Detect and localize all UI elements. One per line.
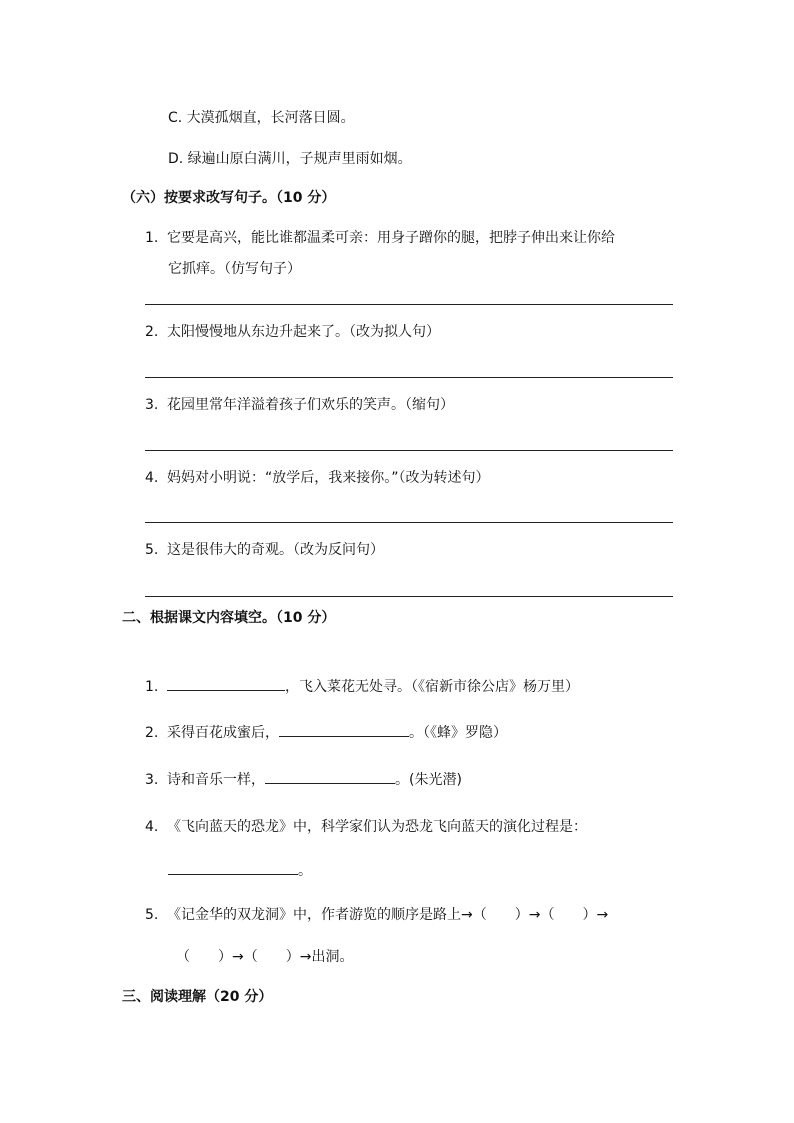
item-text: 花园里常年洋溢着孩子们欢乐的笑声。（缩句） (167, 397, 454, 413)
answer-line[interactable] (145, 450, 673, 451)
item-number: 3. (145, 772, 159, 788)
s2-item-2 (145, 722, 507, 743)
item-text: 这是很伟大的奇观。（改为反问句） (167, 542, 384, 558)
item-number: 1. (145, 679, 159, 695)
item-number: 5. (145, 907, 159, 923)
item-number: 4. (145, 470, 159, 486)
option-d: D. 绿遍山原白满川，子规声里雨如烟。 (168, 151, 412, 167)
s6-item-1-line2: 它抓痒。（仿写句子） (168, 261, 301, 277)
item-number: 5. (145, 542, 159, 558)
item-number: 3. (145, 397, 159, 413)
item-number: 1. (145, 230, 159, 246)
answer-line[interactable] (145, 304, 673, 305)
section-6-heading: （六）按要求改写句子。（10 分） (122, 190, 336, 206)
item-text: 它要是高兴，能比谁都温柔可亲：用身子蹭你的腿，把脖子伸出来让你给 (167, 230, 615, 246)
s6-item-2 (145, 322, 440, 342)
s2-item-5-line2: （ ）→（ ）→出洞。 (176, 949, 354, 965)
item-text: ，飞入菜花无处寻。（《宿新市徐公店》杨万里） (285, 679, 579, 695)
s6-item-3 (145, 395, 454, 415)
item-number: 4. (145, 819, 159, 835)
fill-blank[interactable] (265, 769, 395, 784)
item-text: 。(朱光潜) (395, 772, 462, 788)
item-text: 采得百花成蜜后， (167, 725, 279, 741)
answer-line[interactable] (145, 596, 673, 597)
item-text: 太阳慢慢地从东边升起来了。（改为拟人句） (167, 324, 440, 340)
section-3-heading: 三、阅读理解（20 分） (122, 989, 273, 1005)
answer-line[interactable] (145, 377, 673, 378)
fill-blank[interactable] (279, 722, 409, 737)
item-text: 妈妈对小明说：“放学后，我来接你。”（改为转述句） (167, 470, 490, 486)
s2-item-1 (145, 676, 579, 697)
s2-item-3 (145, 769, 462, 790)
s2-item-4-line2 (168, 860, 312, 881)
item-text: 诗和音乐一样， (167, 772, 265, 788)
s6-item-1 (145, 228, 615, 248)
fill-blank[interactable] (168, 860, 298, 875)
s2-item-5 (145, 905, 608, 925)
item-text: 《飞向蓝天的恐龙》中，科学家们认为恐龙飞向蓝天的演化过程是： (167, 819, 587, 835)
item-text: 。（《蜂》罗隐） (409, 725, 507, 741)
fill-blank[interactable] (167, 676, 285, 691)
s2-item-4 (145, 817, 587, 837)
item-text: 。 (298, 863, 312, 879)
item-text: 《记金华的双龙洞》中，作者游览的顺序是路上→（ ）→（ ）→ (167, 907, 609, 923)
answer-line[interactable] (145, 522, 673, 523)
s6-item-5 (145, 540, 384, 560)
item-number: 2. (145, 725, 159, 741)
section-2-heading: 二、根据课文内容填空。（10 分） (122, 610, 336, 626)
option-c: C. 大漠孤烟直，长河落日圆。 (168, 110, 355, 126)
item-number: 2. (145, 324, 159, 340)
s6-item-4 (145, 468, 490, 488)
